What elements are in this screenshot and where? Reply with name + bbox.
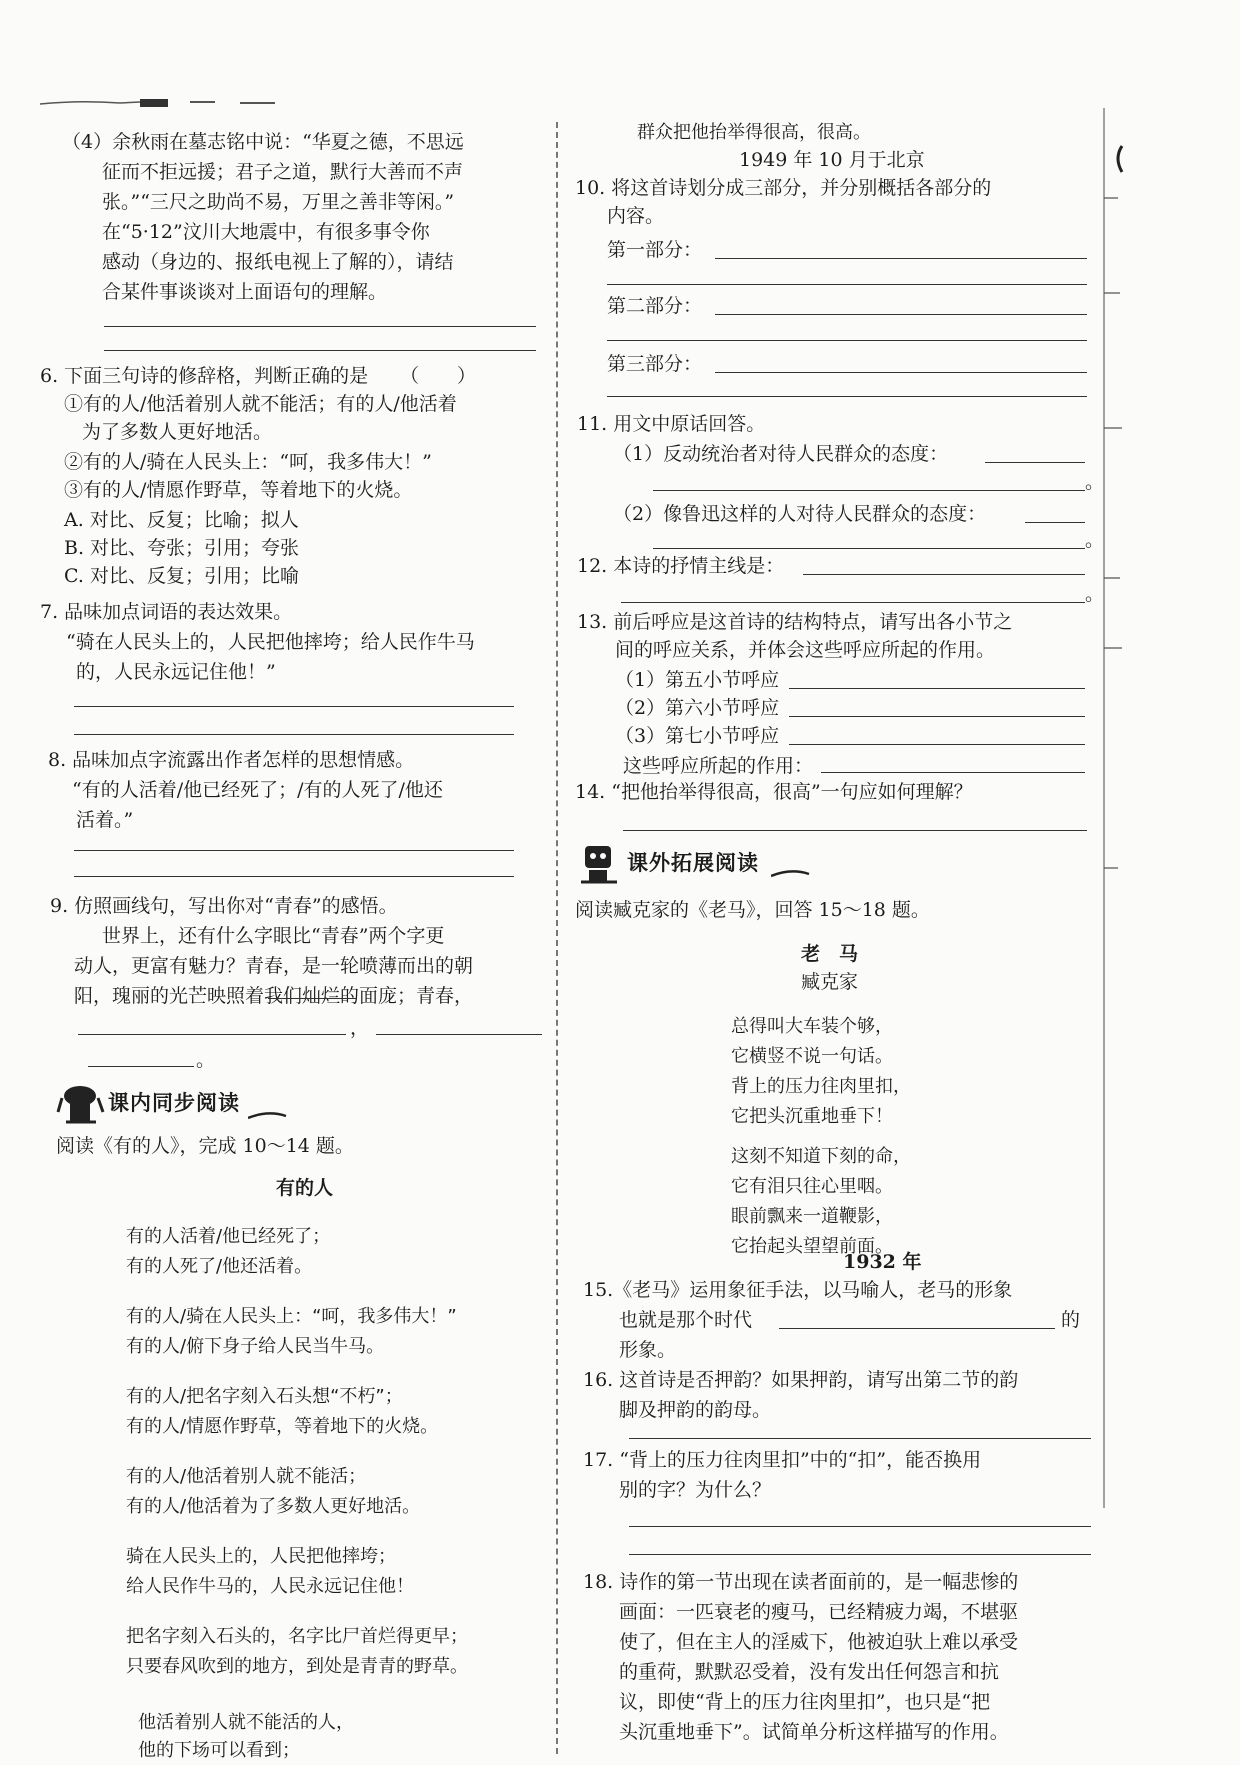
poem-line: 这刻不知道下刻的命， bbox=[731, 1146, 911, 1167]
poem-line: 有的人/他活着别人就不能活； bbox=[126, 1466, 367, 1487]
q5-4-line-3: 张。”“三尺之助尚不易，万里之善非等闲。” bbox=[102, 191, 455, 213]
answer-line[interactable] bbox=[789, 688, 1085, 689]
underline-mark bbox=[268, 998, 356, 999]
q13-sub-1: （1）第五小节呼应 bbox=[615, 669, 780, 691]
answer-line[interactable] bbox=[74, 850, 514, 851]
poem-date: 1949 年 10 月于北京 bbox=[739, 149, 925, 171]
answer-line[interactable] bbox=[621, 602, 1085, 603]
q6-line-1: ①有的人/他活着别人就不能活；有的人/他活着 bbox=[64, 393, 457, 415]
answer-line[interactable] bbox=[629, 1526, 1091, 1527]
q5-4-line-1: （4）余秋雨在墓志铭中说：“华夏之德，不思远 bbox=[62, 131, 464, 153]
poem-end-line: 群众把他抬举得很高，很高。 bbox=[637, 122, 871, 143]
q13-stem: 13. 前后呼应是这首诗的结构特点，请写出各小节之 bbox=[577, 611, 1013, 633]
poem-line: 它把头沉重地垂下！ bbox=[731, 1106, 893, 1127]
answer-line[interactable] bbox=[715, 314, 1087, 315]
q13-sub-3: （3）第七小节呼应 bbox=[615, 725, 780, 747]
answer-line[interactable] bbox=[623, 830, 1087, 831]
q12-period: 。 bbox=[1085, 583, 1105, 605]
section-title-flourish bbox=[771, 866, 811, 882]
answer-line[interactable] bbox=[88, 1066, 194, 1067]
q10-part-1-label: 第一部分： bbox=[607, 239, 703, 261]
q12-stem: 12. 本诗的抒情主线是： bbox=[577, 555, 785, 577]
poem-line: 他活着别人就不能活的人， bbox=[138, 1712, 354, 1733]
poem-line: 有的人死了/他还活着。 bbox=[126, 1256, 313, 1277]
poem-line: 只要春风吹到的地方，到处是青青的野草。 bbox=[126, 1656, 468, 1677]
answer-line[interactable] bbox=[607, 284, 1087, 285]
q18-line-3: 使了，但在主人的淫威下，他被迫驮上难以承受 bbox=[619, 1631, 1019, 1653]
poem-line: 有的人/俯下身子给人民当牛马。 bbox=[126, 1336, 385, 1357]
reading-robot-icon bbox=[575, 842, 625, 888]
q18-line-6: 头沉重地垂下”。试简单分析这样描写的作用。 bbox=[619, 1721, 1009, 1743]
section-header-in-class bbox=[56, 1082, 316, 1128]
answer-line[interactable] bbox=[104, 350, 536, 351]
q16-line-2: 脚及押韵的韵母。 bbox=[619, 1399, 772, 1421]
q17-line-1: 17. “背上的压力往肉里扣”中的“扣”，能否换用 bbox=[583, 1449, 982, 1471]
answer-line[interactable] bbox=[789, 716, 1085, 717]
answer-line[interactable] bbox=[779, 1328, 1055, 1329]
q10-part-3-label: 第三部分： bbox=[607, 353, 703, 375]
q6-line-3: ②有的人/骑在人民头上：“呵，我多伟大！” bbox=[64, 451, 432, 473]
q5-4-line-5: 感动（身边的、报纸电视上了解的），请结 bbox=[102, 251, 454, 273]
poem-line: 有的人/骑在人民头上：“呵，我多伟大！” bbox=[126, 1306, 457, 1327]
section-header-extended bbox=[575, 842, 835, 888]
answer-line[interactable] bbox=[715, 372, 1087, 373]
poem-line: 他的下场可以看到； bbox=[138, 1740, 300, 1761]
poem-line: 有的人/他活着为了多数人更好地活。 bbox=[126, 1496, 421, 1517]
poem-line: 它有泪只往心里咽。 bbox=[731, 1176, 893, 1197]
q6-answer-paren[interactable]: （ ） bbox=[400, 365, 477, 387]
reading-mascot-icon bbox=[56, 1082, 106, 1128]
q6-line-4: ③有的人/情愿作野草，等着地下的火烧。 bbox=[64, 479, 413, 501]
column-divider bbox=[556, 122, 558, 1754]
q7-line-1: “骑在人民头上的，人民把他摔垮；给人民作牛马 bbox=[66, 631, 475, 653]
q6-option-b[interactable]: B. 对比、夸张；引用；夸张 bbox=[64, 537, 300, 559]
q9-stem: 9. 仿照画线句，写出你对“青春”的感悟。 bbox=[50, 895, 398, 917]
q15-line-2b: 的 bbox=[1061, 1309, 1081, 1331]
q9-line-1: 世界上，还有什么字眼比“青春”两个字更 bbox=[102, 925, 445, 947]
q8-stem: 8. 品味加点字流露出作者怎样的思想情感。 bbox=[48, 749, 415, 771]
q9-line-2: 动人，更富有魅力？青春，是一轮喷薄而出的朝 bbox=[74, 955, 474, 977]
section-title: 课内同步阅读 bbox=[108, 1090, 240, 1115]
q16-line-1: 16. 这首诗是否押韵？如果押韵，请写出第二节的韵 bbox=[583, 1369, 1019, 1391]
q7-stem: 7. 品味加点词语的表达效果。 bbox=[40, 601, 293, 623]
q7-line-2: 的，人民永远记住他！” bbox=[76, 661, 276, 683]
answer-line[interactable] bbox=[607, 340, 1087, 341]
q8-line-1: “有的人活着/他已经死了；/有的人死了/他还 bbox=[72, 779, 443, 801]
q18-line-1: 18. 诗作的第一节出现在读者面前的，是一幅悲惨的 bbox=[583, 1571, 1019, 1593]
answer-line[interactable] bbox=[74, 706, 514, 707]
poem-line: 眼前飘来一道鞭影， bbox=[731, 1206, 893, 1227]
poem-line: 给人民作牛马的，人民永远记住他！ bbox=[126, 1576, 414, 1597]
poem-line: 有的人/情愿作野草，等着地下的火烧。 bbox=[126, 1416, 439, 1437]
q9-period: 。 bbox=[196, 1049, 216, 1071]
q8-line-2: 活着。” bbox=[76, 809, 134, 831]
q13-sub-2: （2）第六小节呼应 bbox=[615, 697, 780, 719]
poem-author: 臧克家 bbox=[801, 971, 859, 993]
q9-line-3: 阳，瑰丽的光芒映照着我们灿烂的面庞；青春， bbox=[74, 985, 474, 1007]
q13-stem-2: 间的呼应关系，并体会这些呼应所起的作用。 bbox=[615, 639, 996, 661]
q11-sub-1: （1）反动统治者对待人民群众的态度： bbox=[613, 443, 949, 465]
q9-comma: ， bbox=[350, 1017, 370, 1039]
q6-option-c[interactable]: C. 对比、反复；引用；比喻 bbox=[64, 565, 299, 587]
section-title: 课外拓展阅读 bbox=[627, 850, 759, 875]
section2-intro: 阅读臧克家的《老马》，回答 15～18 题。 bbox=[575, 899, 930, 921]
answer-line[interactable] bbox=[715, 258, 1087, 259]
q6-stem: 6. 下面三句诗的修辞格，判断正确的是 bbox=[40, 365, 369, 387]
section-title-flourish bbox=[248, 1108, 288, 1124]
poem-year: 1932 年 bbox=[843, 1251, 922, 1273]
q10-stem: 10. 将这首诗划分成三部分，并分别概括各部分的 bbox=[575, 177, 992, 199]
q10-stem-2: 内容。 bbox=[607, 205, 665, 227]
poem-title-lao-ma: 老 马 bbox=[801, 943, 859, 965]
poem-line: 有的人/把名字刻入石头想“不朽”； bbox=[126, 1386, 403, 1407]
answer-line[interactable] bbox=[789, 744, 1085, 745]
scan-right-edge-marks bbox=[1100, 108, 1240, 1508]
q11-sub-2: （2）像鲁迅这样的人对待人民群众的态度： bbox=[613, 503, 987, 525]
q5-4-line-2: 征而不拒远援；君子之道，默行大善而不声 bbox=[102, 161, 464, 183]
q18-line-4: 的重荷，默默忍受着，没有发出任何怨言和抗 bbox=[619, 1661, 1000, 1683]
q5-4-line-4: 在“5·12”汶川大地震中，有很多事令你 bbox=[102, 221, 430, 243]
q18-line-5: 议，即使“背上的压力往肉里扣”，也只是“把 bbox=[619, 1691, 991, 1713]
q11-period-2: 。 bbox=[1085, 529, 1105, 551]
q11-stem: 11. 用文中原话回答。 bbox=[577, 413, 766, 435]
q17-line-2: 别的字？为什么？ bbox=[619, 1479, 772, 1501]
answer-line[interactable] bbox=[376, 1034, 542, 1035]
answer-line[interactable] bbox=[104, 326, 536, 327]
q18-line-2: 画面：一匹衰老的瘦马，已经精疲力竭，不堪驱 bbox=[619, 1601, 1019, 1623]
q6-line-2: 为了多数人更好地活。 bbox=[82, 421, 273, 443]
answer-line[interactable] bbox=[653, 490, 1085, 491]
answer-line[interactable] bbox=[653, 548, 1085, 549]
answer-line[interactable] bbox=[821, 772, 1085, 773]
answer-line[interactable] bbox=[607, 396, 1087, 397]
answer-line[interactable] bbox=[629, 1554, 1091, 1555]
q14-stem: 14. “把他抬举得很高，很高”一句应如何理解？ bbox=[575, 781, 973, 803]
answer-line[interactable] bbox=[74, 734, 514, 735]
answer-line[interactable] bbox=[985, 462, 1085, 463]
section1-intro: 阅读《有的人》，完成 10～14 题。 bbox=[56, 1135, 354, 1157]
poem-line: 背上的压力往肉里扣， bbox=[731, 1076, 911, 1097]
poem-line: 骑在人民头上的，人民把他摔垮； bbox=[126, 1546, 396, 1567]
answer-line[interactable] bbox=[78, 1034, 346, 1035]
q6-option-a[interactable]: A. 对比、反复；比喻；拟人 bbox=[64, 509, 299, 531]
scan-header-mark bbox=[40, 96, 300, 110]
poem-line: 它横竖不说一句话。 bbox=[731, 1046, 893, 1067]
q13-effect: 这些呼应所起的作用： bbox=[623, 755, 814, 777]
answer-line[interactable] bbox=[74, 876, 514, 877]
q15-line-1: 15.《老马》运用象征手法，以马喻人，老马的形象 bbox=[583, 1279, 1013, 1301]
q15-line-3: 形象。 bbox=[619, 1339, 677, 1361]
answer-line[interactable] bbox=[803, 574, 1085, 575]
q11-period-1: 。 bbox=[1085, 471, 1105, 493]
poem-line: 它抬起头望望前面。 bbox=[731, 1236, 893, 1257]
poem-line: 总得叫大车装个够， bbox=[731, 1016, 893, 1037]
poem-title: 有的人 bbox=[276, 1177, 334, 1199]
q15-line-2a: 也就是那个时代 bbox=[619, 1309, 753, 1331]
q5-4-line-6: 合某件事谈谈对上面语句的理解。 bbox=[102, 281, 388, 303]
poem-line: 把名字刻入石头的，名字比尸首烂得更早； bbox=[126, 1626, 468, 1647]
poem-line: 有的人活着/他已经死了； bbox=[126, 1226, 331, 1247]
answer-line[interactable] bbox=[1025, 522, 1085, 523]
answer-line[interactable] bbox=[629, 1438, 1091, 1439]
q10-part-2-label: 第二部分： bbox=[607, 295, 703, 317]
